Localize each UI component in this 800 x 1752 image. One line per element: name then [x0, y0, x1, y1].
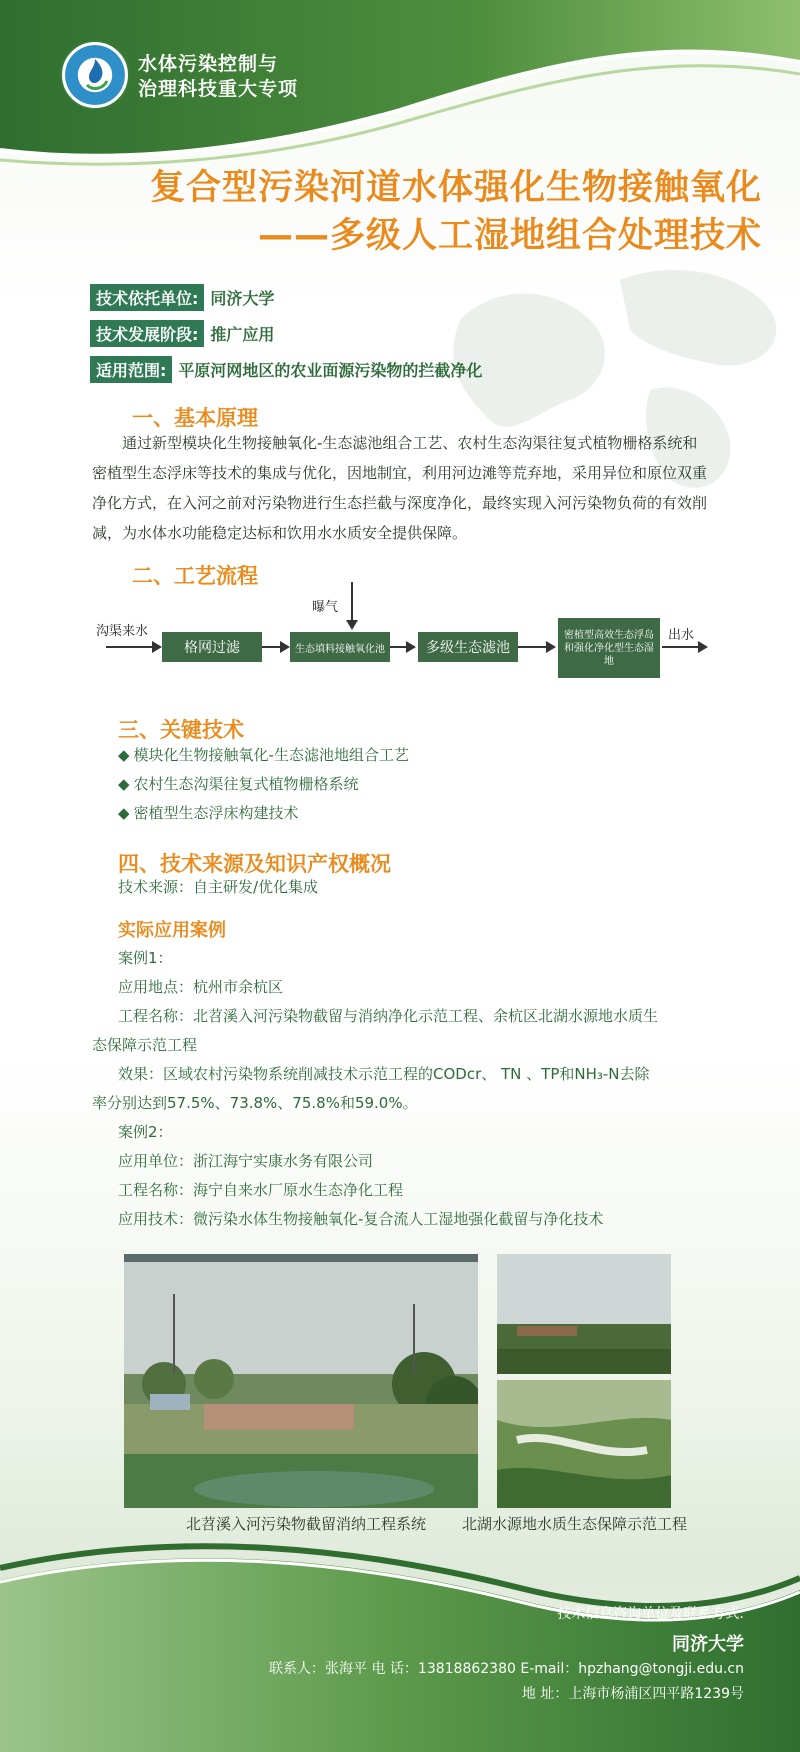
footer-org: 同济大学	[672, 1634, 744, 1655]
case2-tech: 应用技术：微污染水体生物接触氧化-复合流人工湿地强化截留与净化技术	[118, 1210, 604, 1228]
photo-caption-left: 北苕溪入河污染物截留消纳工程系统	[186, 1515, 427, 1533]
arrow-right-icon	[546, 641, 556, 653]
case1-project-line2: 态保障示范工程	[92, 1036, 198, 1054]
arrow-down-icon	[346, 620, 358, 630]
section-heading-source: 四、技术来源及知识产权概况	[118, 852, 391, 876]
footer-address: 地 址：上海市杨浦区四平路1239号	[521, 1686, 744, 1702]
info-value: 同济大学	[210, 289, 275, 308]
arrow-right-icon	[152, 641, 162, 653]
case1-project-line1: 工程名称：北苕溪入河污染物截留与消纳净化示范工程、余杭区北湖水源地水质生	[118, 1007, 659, 1025]
info-value: 平原河网地区的农业面源污染物的拦截净化	[178, 361, 483, 380]
aeration-line	[351, 582, 353, 622]
arrow-right-icon	[280, 641, 290, 653]
case2-unit: 应用单位：浙江海宁实康水务有限公司	[118, 1152, 374, 1170]
flow-arrow-line	[106, 646, 154, 648]
case2-project: 工程名称：海宁自来水厂原水生态净化工程	[118, 1181, 404, 1199]
case1-place: 应用地点：杭州市余杭区	[118, 978, 284, 996]
tech-source: 技术来源：自主研发/优化集成	[118, 878, 319, 896]
section-heading-process: 二、工艺流程	[132, 564, 258, 588]
org-line1: 水体污染控制与	[138, 53, 279, 75]
key-tech-item	[118, 744, 409, 765]
cases-heading: 实际应用案例	[118, 920, 226, 941]
org-name	[138, 52, 298, 102]
diamond-bullet-icon: ◆	[118, 775, 130, 793]
arrow-right-icon	[698, 641, 708, 653]
page-title	[150, 164, 762, 260]
key-tech-item	[118, 802, 299, 823]
flow-arrow-line	[262, 646, 282, 648]
footer-contact: 联系人：张海平 电 话：13818862380 E-mail：hpzhang@tongji.edu.cn	[269, 1661, 744, 1677]
section-heading-key-tech: 三、关键技术	[118, 718, 244, 742]
flow-inflow-label: 沟渠来水	[96, 624, 149, 639]
info-unit	[90, 284, 274, 311]
section-heading-principle: 一、基本原理	[132, 406, 258, 430]
arrow-right-icon	[406, 641, 416, 653]
flow-aeration-label: 曝气	[312, 600, 339, 615]
water-project-logo-icon	[65, 45, 125, 105]
footer-consult-label: 技术信息咨询单位及联系方式:	[557, 1606, 744, 1622]
info-tag: 适用范围:	[90, 356, 172, 383]
photo-caption-right: 北湖水源地水质生态保障示范工程	[462, 1515, 688, 1533]
flow-arrow-line	[662, 646, 700, 648]
flow-arrow-line	[518, 646, 548, 648]
title-line2: ——多级人工湿地组合处理技术	[257, 216, 762, 256]
flow-step-contact-oxidation: 生态填料接触氧化池	[290, 632, 390, 662]
case1-label: 案例1：	[118, 949, 173, 967]
info-tag: 技术依托单位:	[90, 284, 204, 311]
key-tech-text: 模块化生物接触氧化-生态滤池地组合工艺	[133, 746, 409, 764]
photo-beihu-bottom	[497, 1380, 671, 1508]
photo-beitiaoxi-system	[124, 1254, 478, 1508]
flow-outflow-label: 出水	[668, 628, 695, 643]
org-line2: 治理科技重大专项	[138, 78, 299, 100]
case1-effect-line2: 率分别达到57.5%、73.8%、75.8%和59.0%。	[92, 1094, 418, 1112]
info-stage	[90, 320, 274, 347]
project-logo	[62, 42, 128, 108]
case1-effect-line1: 效果：区域农村污染物系统削减技术示范工程的CODcr、 TN 、TP和NH₃-N去除	[118, 1065, 650, 1083]
key-tech-item	[118, 773, 359, 794]
info-tag: 技术发展阶段:	[90, 320, 204, 347]
diamond-bullet-icon: ◆	[118, 804, 130, 822]
title-line1: 复合型污染河道水体强化生物接触氧化	[149, 168, 762, 208]
case2-label: 案例2：	[118, 1123, 173, 1141]
key-tech-text: 农村生态沟渠往复式植物栅格系统	[133, 775, 359, 793]
principle-text: 通过新型模块化生物接触氧化-生态滤池组合工艺、农村生态沟渠往复式植物栅格系统和密植型生态浮床等技术的集成与优化，因地制宜，利用河边滩等荒弃地，采用异位和原位双重净化方式，在入河之前对污染物进行生态拦截与深度净化，最终实现入河污染物负荷的有效削减，为水体水功能稳定达标和饮用水水质安全提供保障。	[92, 434, 708, 542]
process-flow-diagram	[96, 582, 716, 692]
diamond-bullet-icon: ◆	[118, 746, 130, 764]
flow-step-screen-filter: 格网过滤	[162, 632, 262, 662]
flow-step-floating-island-wetland: 密植型高效生态浮岛和强化净化型生态湿地	[558, 618, 660, 678]
info-scope	[90, 356, 482, 383]
photo-beihu-top	[497, 1254, 671, 1374]
flow-step-multistage-filter: 多级生态滤池	[418, 632, 518, 662]
key-tech-text: 密植型生态浮床构建技术	[133, 804, 299, 822]
info-value: 推广应用	[210, 325, 275, 344]
